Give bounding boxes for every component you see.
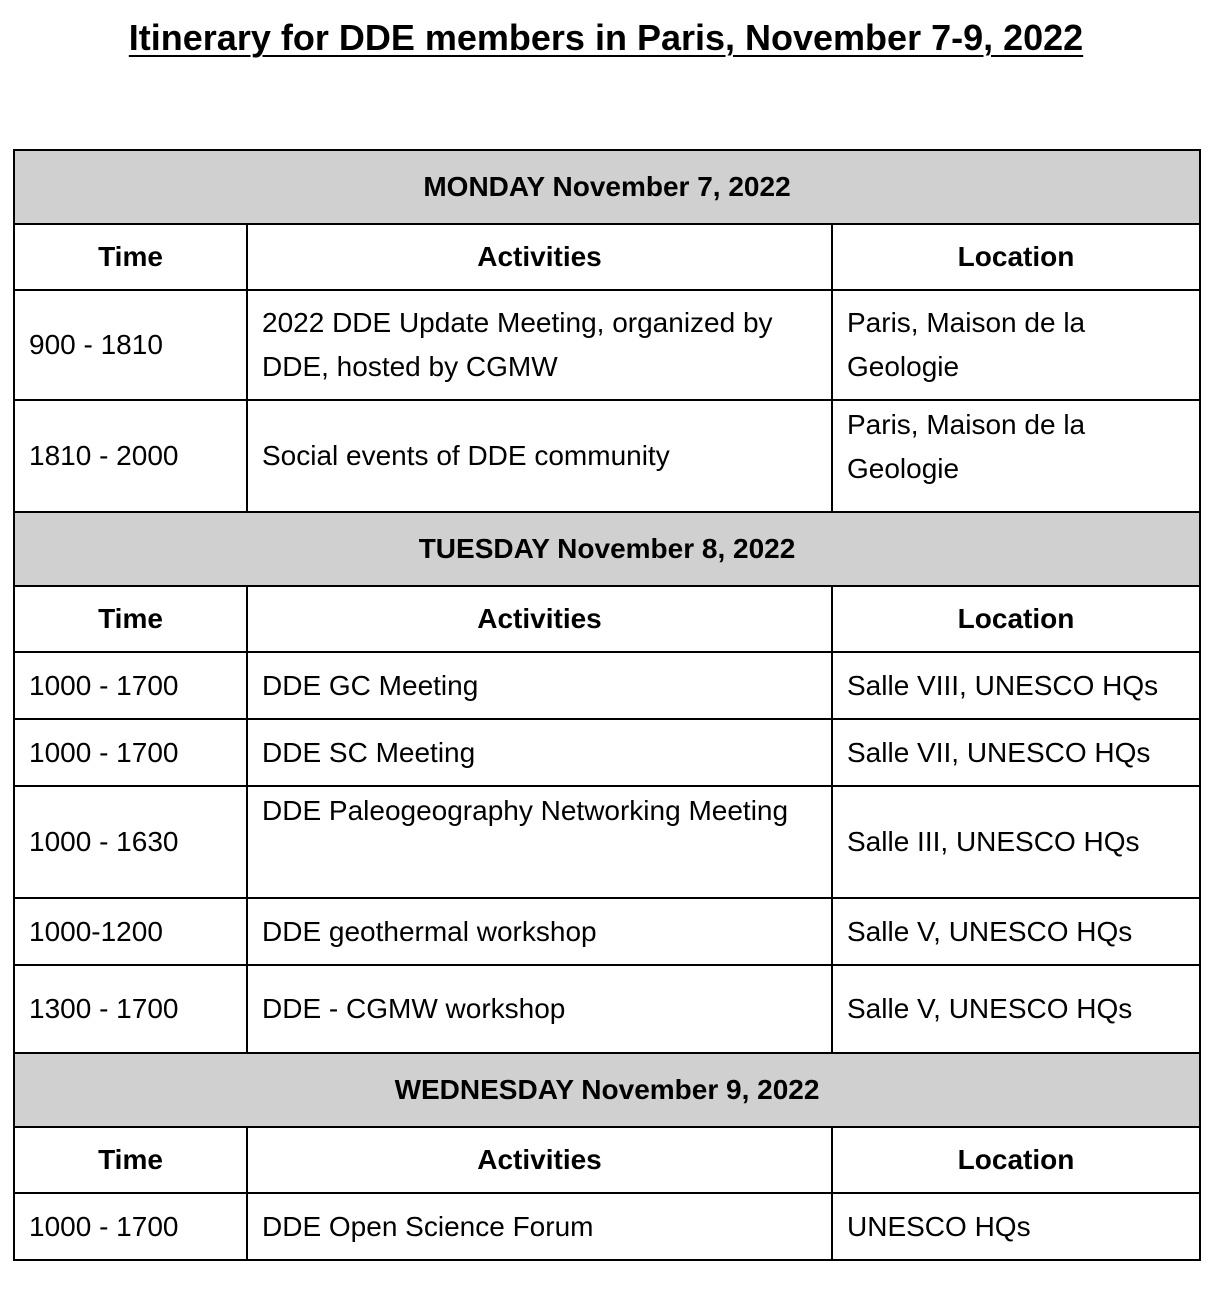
activity-cell: 2022 DDE Update Meeting, organized by DDE, hosted by CGMW (247, 290, 832, 400)
day-heading-row (14, 512, 1200, 586)
activity-cell: DDE SC Meeting (247, 719, 832, 786)
time-cell: 1000 - 1700 (14, 652, 247, 719)
time-header: Time (14, 224, 247, 290)
activities-header: Activities (247, 224, 832, 290)
activity-cell: DDE Paleogeography Networking Meeting (247, 786, 832, 898)
activity-cell: DDE - CGMW workshop (247, 965, 832, 1053)
table-row (14, 400, 1200, 512)
time-cell: 1000 - 1700 (14, 1193, 247, 1260)
table-row (14, 290, 1200, 400)
table-row (14, 719, 1200, 786)
location-header: Location (832, 586, 1200, 652)
activities-header: Activities (247, 586, 832, 652)
activity-cell: DDE geothermal workshop (247, 898, 832, 965)
table-row (14, 652, 1200, 719)
location-cell: Salle VII, UNESCO HQs (832, 719, 1200, 786)
location-cell: Salle V, UNESCO HQs (832, 965, 1200, 1053)
day-heading: TUESDAY November 8, 2022 (14, 512, 1200, 586)
activity-cell: DDE GC Meeting (247, 652, 832, 719)
activity-cell: DDE Open Science Forum (247, 1193, 832, 1260)
activity-cell: Social events of DDE community (247, 400, 832, 512)
time-header: Time (14, 586, 247, 652)
day-heading-row (14, 1053, 1200, 1127)
column-header-row (14, 224, 1200, 290)
day-heading: MONDAY November 7, 2022 (14, 150, 1200, 224)
time-cell: 1300 - 1700 (14, 965, 247, 1053)
time-header: Time (14, 1127, 247, 1193)
time-cell: 1000 - 1630 (14, 786, 247, 898)
time-cell: 1000-1200 (14, 898, 247, 965)
location-cell: Salle III, UNESCO HQs (832, 786, 1200, 898)
location-cell: Salle VIII, UNESCO HQs (832, 652, 1200, 719)
activities-header: Activities (247, 1127, 832, 1193)
column-header-row (14, 586, 1200, 652)
table-row (14, 965, 1200, 1053)
time-cell: 900 - 1810 (14, 290, 247, 400)
location-header: Location (832, 224, 1200, 290)
location-cell: Paris, Maison de la Geologie (832, 400, 1200, 512)
table-row (14, 898, 1200, 965)
document-title: Itinerary for DDE members in Paris, November 7-9, 2022 (128, 17, 1084, 58)
day-heading-row (14, 150, 1200, 224)
day-heading: WEDNESDAY November 9, 2022 (14, 1053, 1200, 1127)
location-header: Location (832, 1127, 1200, 1193)
column-header-row (14, 1127, 1200, 1193)
time-cell: 1000 - 1700 (14, 719, 247, 786)
itinerary-table (13, 149, 1201, 1261)
table-row (14, 1193, 1200, 1260)
table-row (14, 786, 1200, 898)
location-cell: Salle V, UNESCO HQs (832, 898, 1200, 965)
location-cell: UNESCO HQs (832, 1193, 1200, 1260)
time-cell: 1810 - 2000 (14, 400, 247, 512)
location-cell: Paris, Maison de la Geologie (832, 290, 1200, 400)
